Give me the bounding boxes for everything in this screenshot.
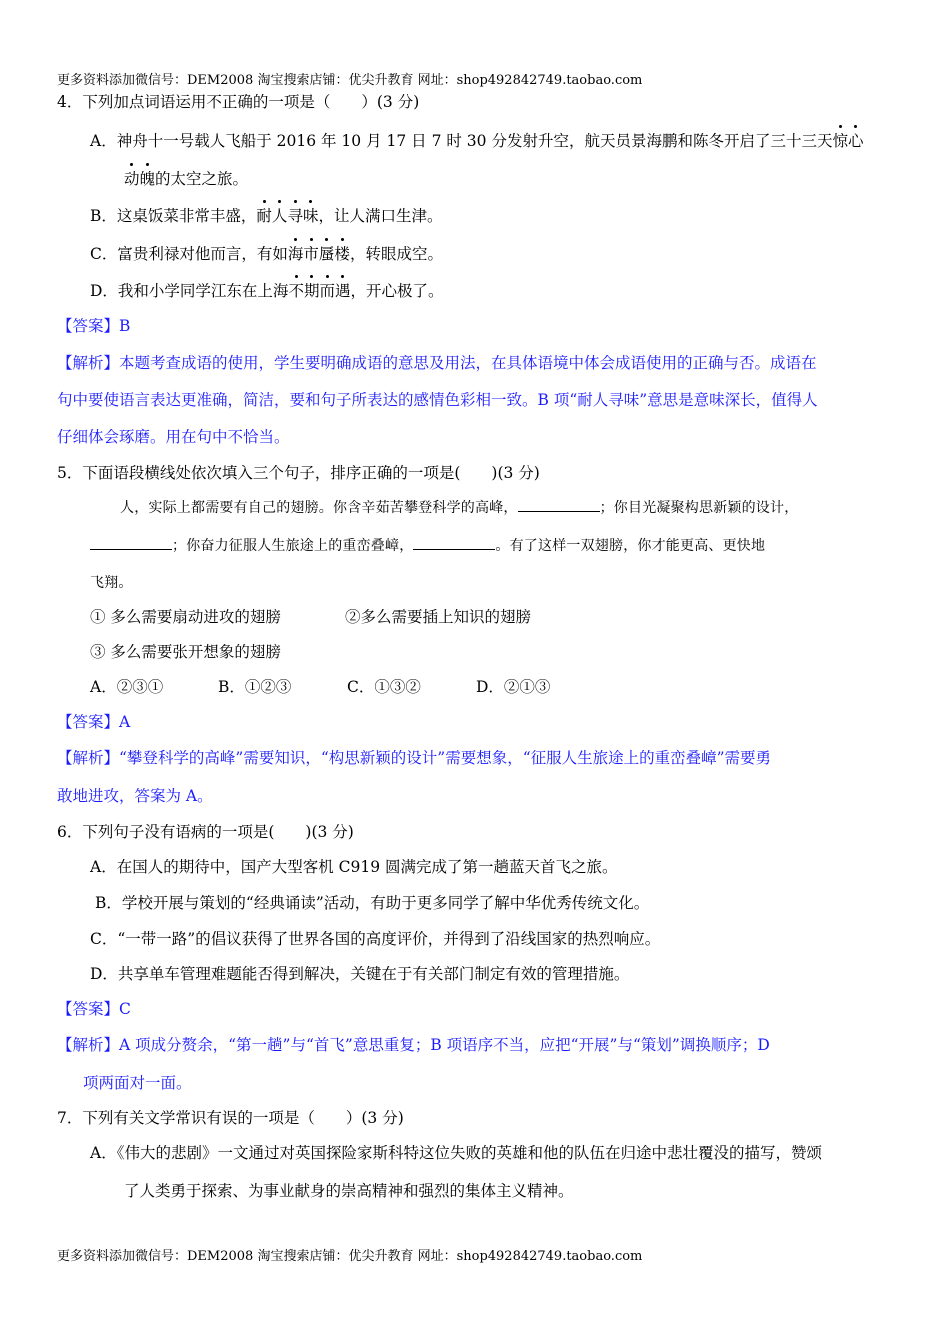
q7-option-a-line2: 了人类勇于探索、为事业献身的崇高精神和强烈的集体主义精神。 [124,1182,574,1200]
q5-sentence-1: ① 多么需要扇动进攻的翅膀 [90,608,281,626]
q4-option-d-text: D．我和小学同学江东在上海 [90,282,289,300]
q4-option-a-dotted-2 [124,170,155,188]
emphasis-char: 味 [302,207,319,225]
q4-option-d-dotted [288,282,350,300]
emphasis-char: 寻 [287,207,303,225]
q6-option-d: D．共享单车管理难题能否得到解决，关键在于有关部门制定有效的管理措施。 [90,965,630,983]
emphasis-char: 心 [847,132,864,150]
q4-option-a-dotted-1 [832,132,863,150]
q4-option-d [90,280,444,302]
emphasis-char: 蜃 [318,245,335,263]
q5-sentence-2: ②多么需要插上知识的翅膀 [345,608,532,626]
q6-option-c: C．“一带一路”的倡议获得了世界各国的高度评价，并得到了沿线国家的热烈响应。 [90,930,661,948]
q5-choice-a: A．②③① [90,678,164,696]
q5-blank-3 [413,535,495,550]
q5-choice-b: B．①②③ [218,678,292,696]
q5-passage-text-2: ；你目光凝聚构思新颖的设计， [599,500,799,516]
q4-answer: 【答案】B [57,317,131,335]
q5-passage-text-4: 。有了这样一双翅膀，你才能更高、更快地 [495,538,766,554]
q4-option-a-end: 的太空之旅。 [155,170,249,188]
q6-analysis-line2: 项两面对一面。 [83,1074,192,1092]
emphasis-char: 不 [288,282,304,300]
emphasis-char: 楼 [334,245,350,263]
emphasis-char: 海 [287,245,304,263]
emphasis-char: 市 [303,245,319,263]
q6-answer: 【答案】C [57,1000,131,1018]
q6-option-a: A．在国人的期待中，国产大型客机 C919 圆满完成了第一趟蓝天首飞之旅。 [90,858,618,876]
emphasis-char: 魄 [139,170,156,188]
q6-analysis-line1: 【解析】A 项成分赘余，“第一趟”与“首飞”意思重复；B 项语序不当，应把“开展”与“策划”调换顺序；D [57,1036,770,1054]
emphasis-char: 期 [303,282,320,300]
q5-passage-text-1: 人，实际上都需要有自己的翅膀。你含辛茹苦攀登科学的高峰， [120,500,518,516]
q4-option-d-end: ，开心极了。 [350,282,444,300]
q4-option-c [90,243,443,265]
emphasis-char: 动 [124,170,140,188]
q4-option-b-end: ，让人满口生津。 [318,207,443,225]
q4-option-a [90,130,863,152]
q7-stem: 7．下列有关文学常识有误的一项是（ ）(3 分) [57,1109,404,1127]
q4-option-b [90,205,442,227]
q4-option-b-text: B．这桌饭菜非常丰盛， [90,207,257,225]
q6-option-b: B．学校开展与策划的“经典诵读”活动，有助于更多同学了解中华优秀传统文化。 [95,894,650,912]
emphasis-char: 而 [319,282,335,300]
q4-option-c-end: ，转眼成空。 [349,245,443,263]
emphasis-char: 惊 [832,132,848,150]
q5-analysis-line2: 敢地进攻，答案为 A。 [57,787,213,805]
q5-blank-2 [90,535,172,550]
q4-analysis-line1: 【解析】本题考查成语的使用，学生要明确成语的意思及用法，在具体语境中体会成语使用的正确与否。成语在 [57,354,817,372]
emphasis-char: 遇 [334,282,351,300]
q5-passage-line2 [90,535,765,557]
q5-blank-1 [518,497,600,512]
q5-answer: 【答案】A [57,713,131,731]
q4-option-a-text: A．神舟十一号载人飞船于 2016 年 10 月 17 日 7 时 30 分发射升空，航天员景海鹏和陈冬开启了三十三天 [90,132,833,150]
q5-passage-line3: 飞翔。 [90,575,133,591]
q5-passage-line1 [120,497,798,519]
q4-option-a-cont [124,168,248,190]
q5-stem: 5．下面语段横线处依次填入三个句子，排序正确的一项是( )(3 分) [57,464,540,482]
q5-sentence-3: ③ 多么需要张开想象的翅膀 [90,643,281,661]
q4-option-c-text: C．富贵利禄对他而言，有如 [90,245,288,263]
q5-choice-c: C．①③② [347,678,421,696]
q4-analysis-line3: 仔细体会琢磨。用在句中不恰当。 [57,428,290,446]
q5-analysis-line1: 【解析】“攀登科学的高峰”需要知识，“构思新颖的设计”需要想象，“征服人生旅途上的重峦叠嶂”需要勇 [57,749,772,767]
page-footer: 更多资料添加微信号：DEM2008 淘宝搜索店铺：优尖升教育 网址：shop492842749.taobao.com [57,1249,643,1264]
q4-analysis-line2: 句中要使语言表达更准确，简洁，要和句子所表达的感情色彩相一致。B 项“耐人寻味”意思是意味深长，值得人 [57,391,818,409]
q4-option-b-dotted [256,207,318,225]
q6-stem: 6．下列句子没有语病的一项是( )(3 分) [57,823,354,841]
page-header: 更多资料添加微信号：DEM2008 淘宝搜索店铺：优尖升教育 网址：shop492842749.taobao.com [57,73,643,88]
q7-option-a-line1: A．《伟大的悲剧》一文通过对英国探险家斯科特这位失败的英雄和他的队伍在归途中悲壮覆没的描写，赞颂 [90,1144,822,1162]
q4-stem: 4．下列加点词语运用不正确的一项是（ ）(3 分) [57,93,420,111]
q5-passage-text-3: ；你奋力征服人生旅途上的重峦叠嶂， [172,538,414,554]
q4-option-c-dotted [288,245,350,263]
emphasis-char: 人 [271,207,288,225]
q5-choice-d: D．②①③ [476,678,551,696]
emphasis-char: 耐 [256,207,272,225]
